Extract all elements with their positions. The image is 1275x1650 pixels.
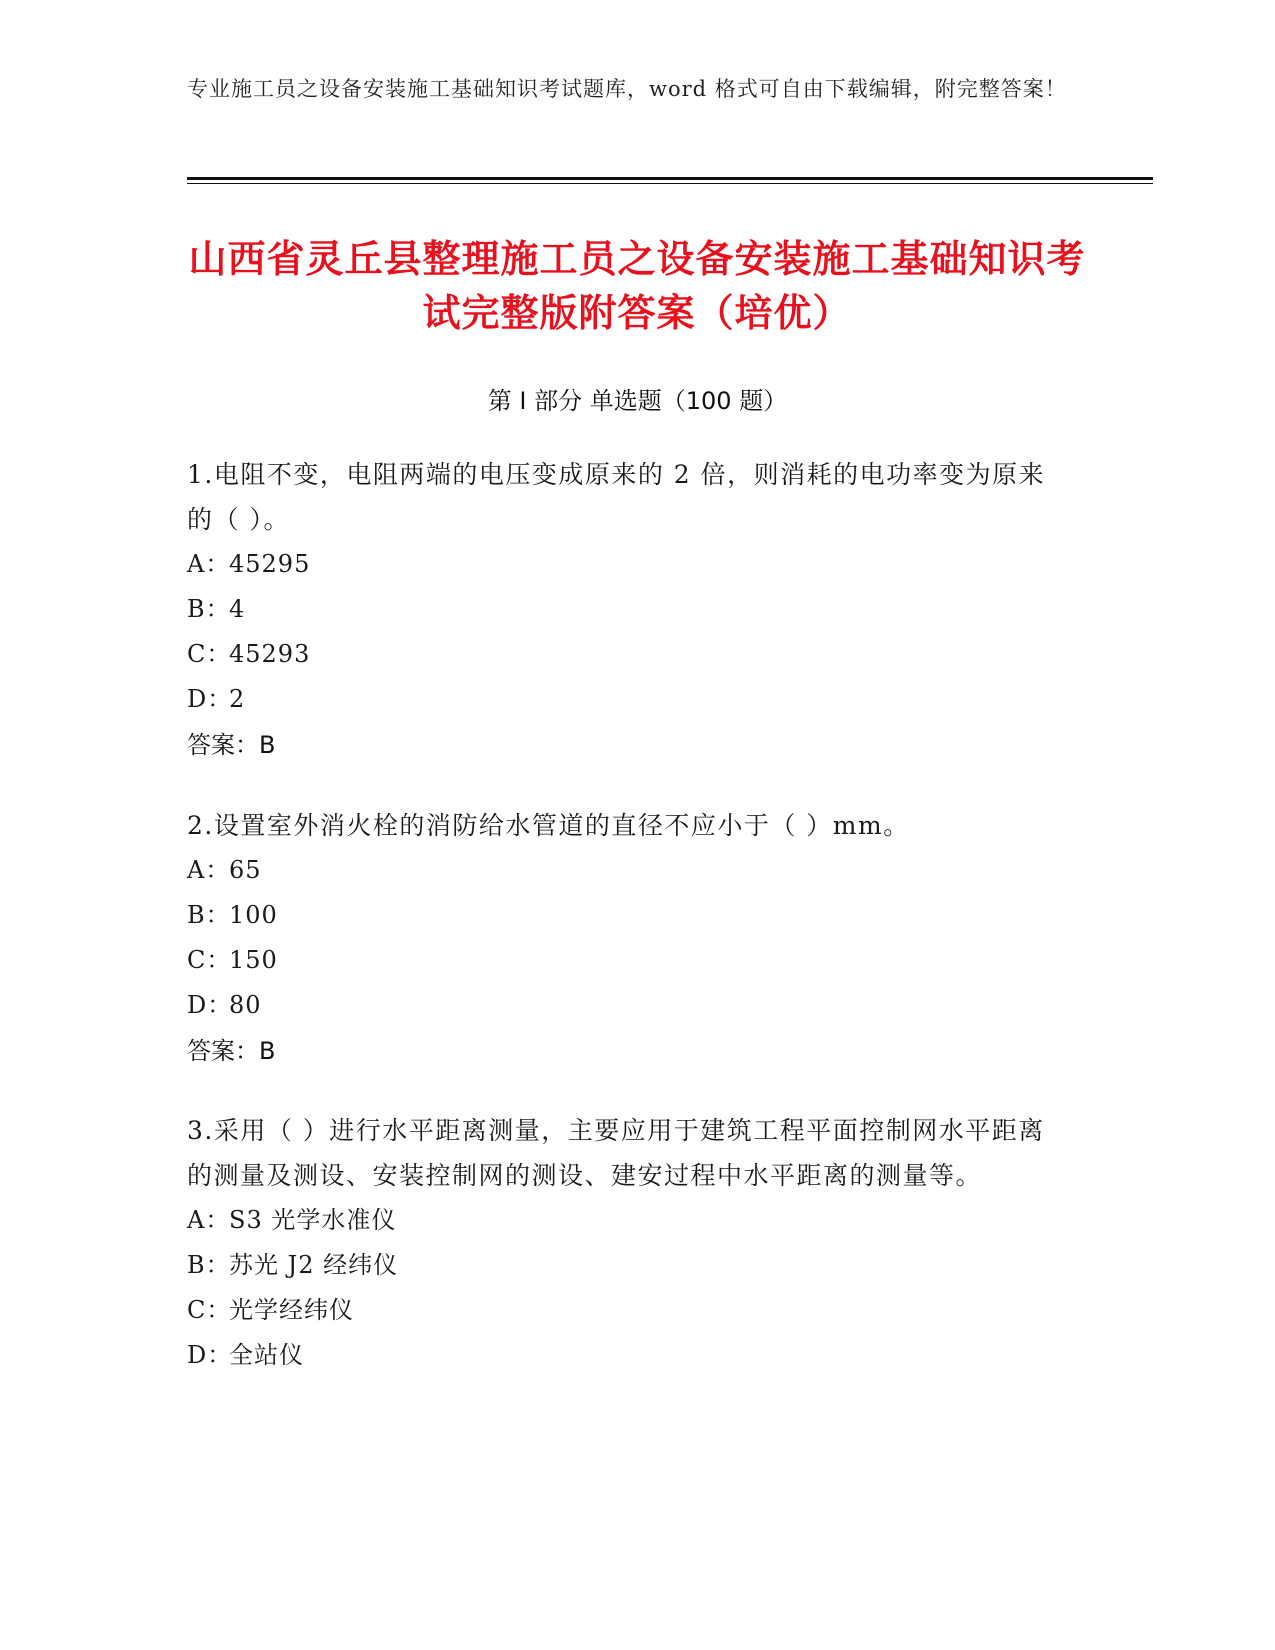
option-b (187, 1243, 1067, 1288)
option-text: 45295 (229, 550, 311, 578)
option-a (187, 542, 1067, 587)
option-text: 光学经纬仪 (229, 1296, 354, 1324)
option-letter: D： (187, 1341, 233, 1369)
option-a (187, 848, 1067, 893)
option-d (187, 677, 1067, 722)
option-letter: B： (187, 901, 231, 929)
option-letter: B： (187, 1251, 231, 1279)
question-stem: 2.设置室外消火栓的消防给水管道的直径不应小于（ ）mm。 (187, 811, 910, 840)
question-stem: 3.采用（ ）进行水平距离测量，主要应用于建筑工程平面控制网水平距离的测量及测设、安装控制网的测设、建安过程中水平距离的测量等。 (187, 1116, 1045, 1190)
option-letter: D： (187, 991, 233, 1019)
option-letter: A： (187, 1206, 231, 1234)
option-text: 65 (229, 856, 262, 884)
option-letter: C： (187, 1296, 232, 1324)
option-letter: B： (187, 595, 231, 623)
option-text: 全站仪 (229, 1341, 304, 1369)
option-text: 4 (229, 595, 246, 623)
option-letter: A： (187, 550, 231, 578)
option-text: 80 (229, 991, 262, 1019)
option-c (187, 632, 1067, 677)
option-d (187, 983, 1067, 1028)
header-note: 专业施工员之设备安装施工基础知识考试题库，word 格式可自由下载编辑，附完整答案！ (187, 77, 1067, 101)
section-heading: 第 I 部分 单选题（100 题） (487, 387, 788, 415)
option-b (187, 587, 1067, 632)
question-1 (187, 452, 1067, 768)
option-b (187, 893, 1067, 938)
option-text: S3 光学水准仪 (229, 1206, 397, 1234)
question-stem: 1.电阻不变，电阻两端的电压变成原来的 2 倍，则消耗的电功率变为原来的（ ）。 (187, 460, 1046, 534)
header-rule-thick (187, 177, 1153, 180)
option-c (187, 938, 1067, 983)
option-text: 苏光 J2 经纬仪 (229, 1251, 399, 1279)
option-letter: A： (187, 856, 231, 884)
option-text: 150 (229, 946, 278, 974)
option-a (187, 1198, 1067, 1243)
option-text: 45293 (229, 640, 311, 668)
option-letter: C： (187, 946, 232, 974)
option-text: 100 (229, 901, 278, 929)
header-rule-thin (187, 183, 1153, 184)
option-d (187, 1333, 1067, 1378)
option-c (187, 1288, 1067, 1333)
option-text: 2 (229, 685, 246, 713)
answer-label: 答案：B (187, 1037, 276, 1065)
question-2 (187, 803, 1067, 1074)
answer-label: 答案：B (187, 731, 276, 759)
document-title: 山西省灵丘县整理施工员之设备安装施工基础知识考试完整版附答案（培优） (188, 237, 1086, 335)
question-3 (187, 1108, 1067, 1378)
option-letter: D： (187, 685, 233, 713)
option-letter: C： (187, 640, 232, 668)
